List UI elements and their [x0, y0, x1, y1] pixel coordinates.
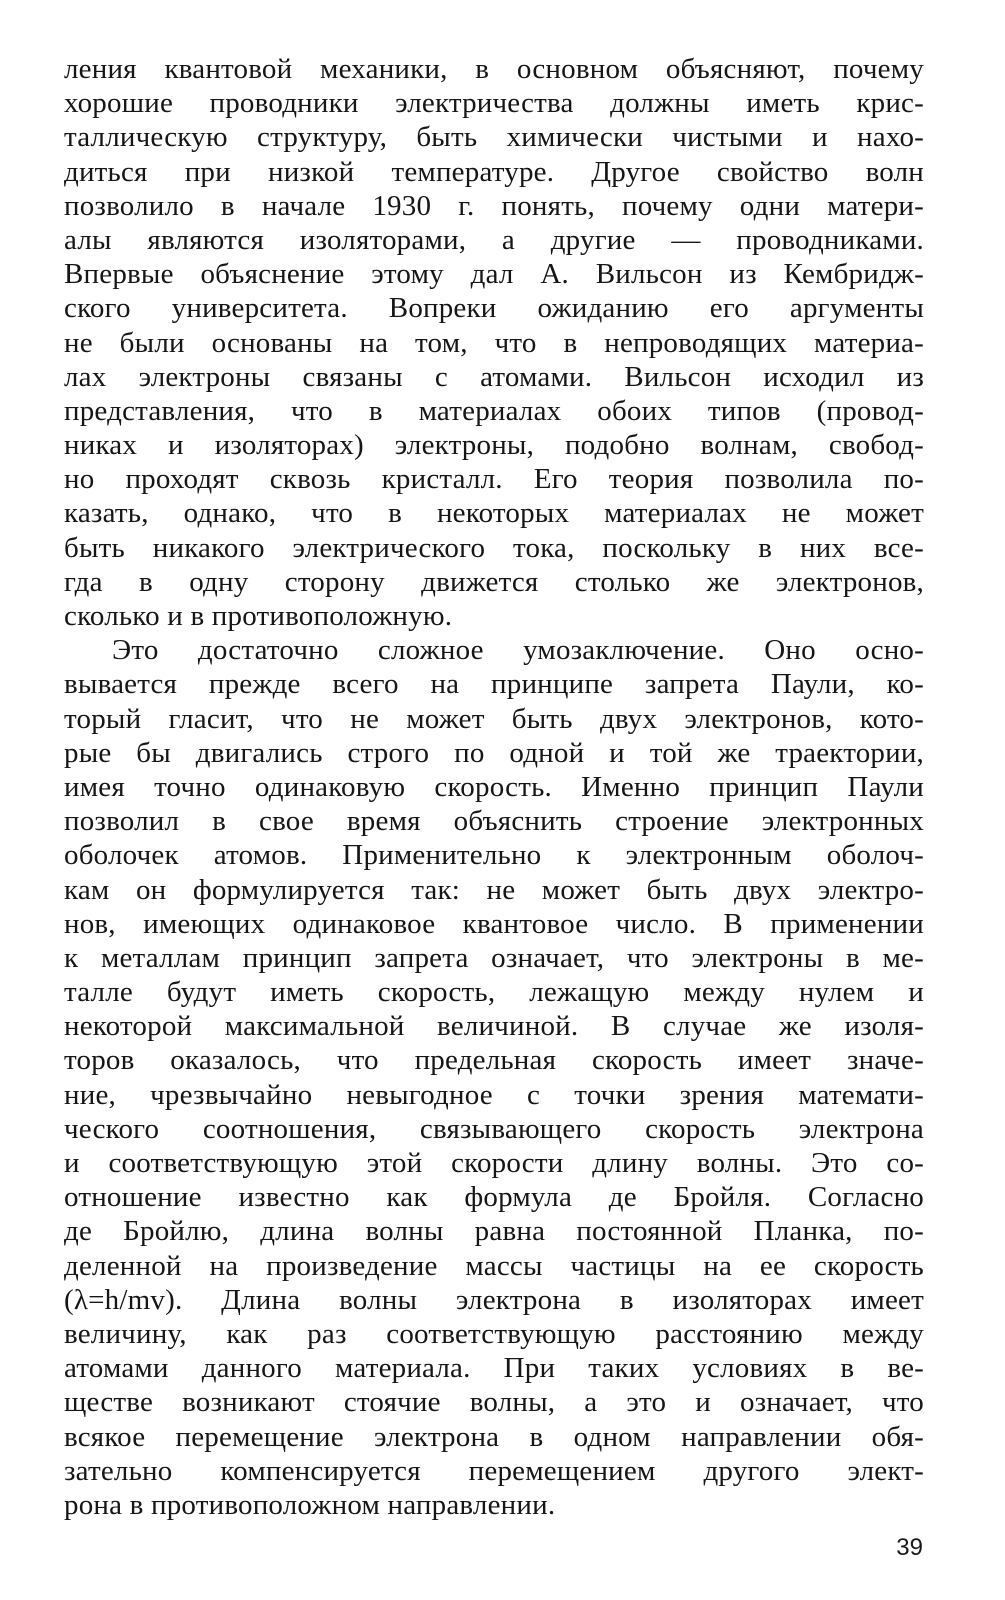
text-line: сколько и в противоположную. [64, 600, 453, 632]
text-line: представления, что в материалах обоих типов (провод- [64, 394, 924, 427]
paragraph-2 [64, 633, 924, 1522]
text-line: отношение известно как формула де Бройля. Согласно [64, 1181, 924, 1214]
text-line: рона в противоположном направлении. [64, 1488, 556, 1521]
text-line: оболочек атомов. Применительно к электронным оболоч- [64, 839, 924, 872]
page-number: 39 [896, 1534, 923, 1561]
text-line: зательно компенсируется перемещением другого элект- [64, 1454, 924, 1487]
text-line: талле будут иметь скорость, лежащую между нулем и [64, 976, 924, 1009]
text-line: атомами данного материала. При таких условиях в ве- [64, 1352, 924, 1385]
text-line: ского университета. Вопреки ожиданию его аргументы [64, 292, 924, 325]
text-line: позволил в свое время объяснить строение электронных [64, 805, 924, 838]
text-line: величину, как раз соответствующую расстоянию между [64, 1317, 924, 1350]
text-line: Впервые объяснение этому дал А. Вильсон из Кембридж- [64, 258, 924, 291]
text-line: всякое перемещение электрона в одном направлении обя- [64, 1420, 924, 1453]
text-line: таллическую структуру, быть химически чистыми и нахо- [64, 121, 924, 154]
text-line: нов, имеющих одинаковое квантовое число. В применении [64, 907, 924, 940]
text-line: хорошие проводники электричества должны иметь крис- [64, 87, 924, 120]
text-line: ческого соотношения, связывающего скорость электрона [64, 1112, 924, 1145]
text-line: ществе возникают стоячие волны, а это и означает, что [64, 1386, 924, 1419]
text-line: кам он формулируется так: не может быть двух электро- [64, 873, 924, 906]
text-line: позволило в начале 1930 г. понять, почему одни матери- [64, 189, 924, 222]
paragraph-1 [64, 52, 924, 633]
text-line: но проходят сквозь кристалл. Его теория позволила по- [64, 463, 924, 496]
text-line: (λ=h/mv). Длина волны электрона в изоляторах имеет [64, 1283, 924, 1316]
text-line: торов оказалось, что предельная скорость имеет значе- [64, 1044, 924, 1077]
text-line: диться при низкой температуре. Другое свойство волн [64, 155, 924, 188]
text-line: ления квантовой механики, в основном объясняют, почему [64, 53, 924, 85]
page-body [64, 52, 924, 1522]
text-line: рые бы двигались строго по одной и той же траектории, [64, 736, 924, 769]
text-line: лах электроны связаны с атомами. Вильсон исходил из [64, 360, 924, 393]
text-line: быть никакого электрического тока, поскольку в них все- [64, 531, 924, 564]
text-line: казать, однако, что в некоторых материалах не может [64, 497, 924, 530]
text-line: деленной на произведение массы частицы на ее скорость [64, 1249, 924, 1282]
text-line: никах и изоляторах) электроны, подобно волнам, свобод- [64, 429, 924, 462]
text-line: некоторой максимальной величиной. В случае же изоля- [64, 1010, 924, 1043]
text-line: алы являются изоляторами, а другие — проводниками. [64, 223, 924, 256]
text-line: и соответствующую этой скорости длину волны. Это со- [64, 1147, 924, 1179]
text-line: гда в одну сторону движется столько же электронов, [64, 565, 924, 598]
text-line: вывается прежде всего на принципе запрета Паули, ко- [64, 668, 924, 701]
text-line: имея точно одинаковую скорость. Именно принцип Паули [64, 770, 924, 803]
text-line: Это достаточно сложное умозаключение. Оно осно- [112, 634, 924, 667]
text-line: не были основаны на том, что в непроводящих материа- [64, 326, 924, 359]
text-line: к металлам принцип запрета означает, что электроны в ме- [64, 941, 924, 974]
text-line: торый гласит, что не может быть двух электронов, кото- [64, 702, 924, 735]
text-line: де Бройлю, длина волны равна постоянной Планка, по- [64, 1215, 924, 1248]
text-line: ние, чрезвычайно невыгодное с точки зрения математи- [64, 1078, 924, 1111]
